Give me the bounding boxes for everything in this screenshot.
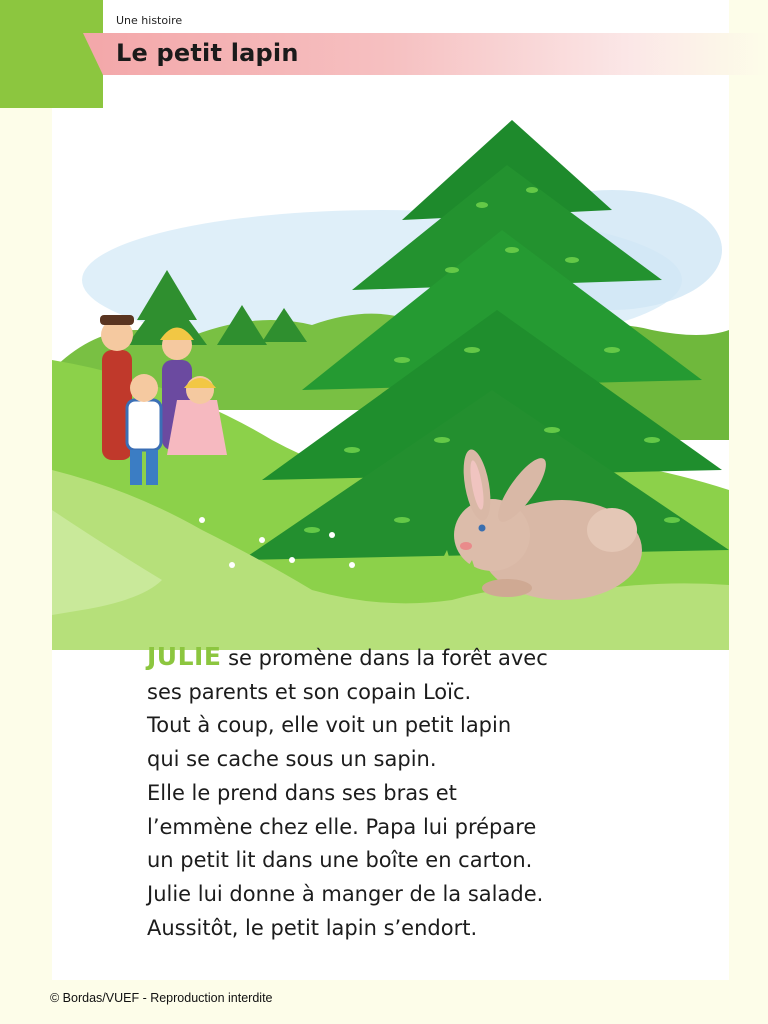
story-line: Aussitôt, le petit lapin s’endort. bbox=[147, 915, 478, 940]
story-first-line-rest: se promène dans la forêt avec bbox=[221, 646, 548, 670]
story-line: un petit lit dans une boîte en carton. bbox=[147, 848, 533, 873]
story-line: ses parents et son copain Loïc. bbox=[147, 679, 472, 704]
green-corner-tab bbox=[0, 0, 103, 108]
story-name: JULIE bbox=[147, 642, 222, 671]
story-line: l’emmène chez elle. Papa lui prépare bbox=[147, 814, 537, 839]
story-line: qui se cache sous un sapin. bbox=[147, 747, 437, 772]
story-line: Julie lui donne à manger de la salade. bbox=[147, 881, 544, 906]
page-title: Le petit lapin bbox=[116, 39, 299, 67]
story-line: Tout à coup, elle voit un petit lapin bbox=[147, 713, 512, 738]
story-line: Elle le prend dans ses bras et bbox=[147, 780, 457, 805]
forest-illustration bbox=[52, 110, 729, 650]
story-text bbox=[147, 640, 707, 945]
story-line-1 bbox=[147, 640, 707, 676]
supertitle: Une histoire bbox=[116, 14, 183, 27]
copyright-notice: © Bordas/VUEF - Reproduction interdite bbox=[50, 991, 273, 1005]
